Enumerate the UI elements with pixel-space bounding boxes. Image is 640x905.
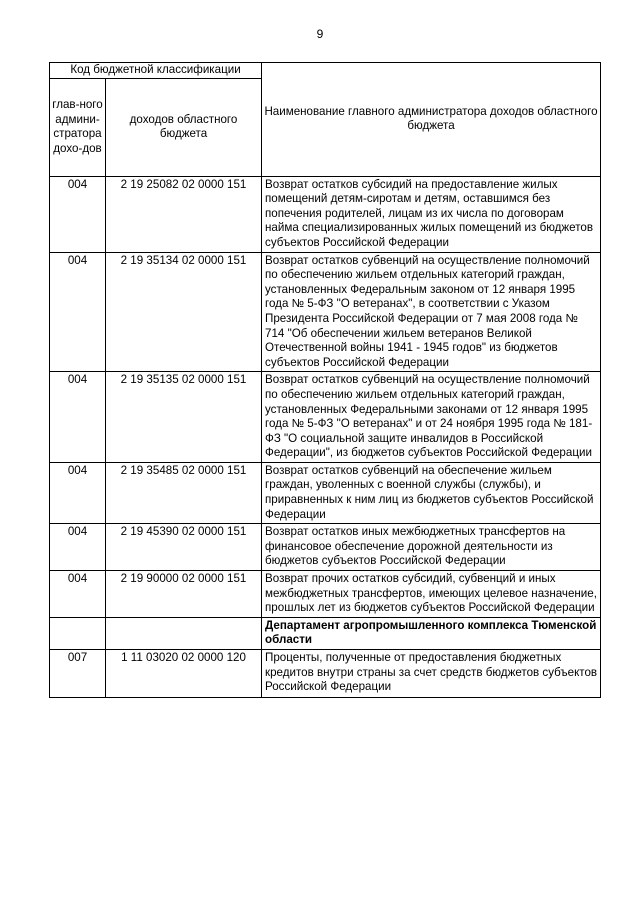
name-cell: Возврат остатков субвенций на обеспечение жильем граждан, уволенных с военной службы (службы), и приравненных к ним лиц из бюджетов субъектов Российской Федерации: [262, 462, 601, 523]
revenue-code-cell: 2 19 35485 02 0000 151: [106, 462, 262, 523]
budget-classification-table: [49, 62, 601, 698]
admin-code-cell: 004: [50, 462, 106, 523]
header-revenue-cell: доходов областного бюджета: [106, 78, 262, 176]
department-name-cell: Департамент агропромышленного комплекса Тюменской области: [262, 617, 601, 649]
name-cell: Возврат остатков субсидий на предоставление жилых помещений детям-сиротам и детям, оставшимся без попечения родителей, лицам из их числа по договорам найма специализированных жилых помещений из бюджетов субъектов Российской Федерации: [262, 176, 601, 252]
table-row: [50, 252, 601, 372]
name-cell: Возврат остатков иных межбюджетных трансфертов на финансовое обеспечение дорожной деятельности из бюджетов субъектов Российской Федерации: [262, 524, 601, 571]
table-row: [50, 650, 601, 698]
table-row: [50, 524, 601, 571]
admin-code-cell: 004: [50, 372, 106, 463]
table-row: [50, 372, 601, 463]
page-number: 9: [316, 27, 324, 41]
revenue-code-cell: 2 19 25082 02 0000 151: [106, 176, 262, 252]
name-cell: Возврат остатков субвенций на осуществление полномочий по обеспечению жильем отдельных категорий граждан, установленных Федеральными законами от 12 января 1995 года № 5-ФЗ "О ветеранах" и от 24 ноября 1995 года № 181-ФЗ "О социальной защите инвалидов в Российской Федерации", из бюджетов субъектов Российской Федерации: [262, 372, 601, 463]
revenue-code-cell: 2 19 35135 02 0000 151: [106, 372, 262, 463]
empty-cell: [50, 617, 106, 649]
table-row: [50, 571, 601, 618]
revenue-code-cell: 2 19 90000 02 0000 151: [106, 571, 262, 618]
revenue-code-cell: 2 19 35134 02 0000 151: [106, 252, 262, 372]
table-row: [50, 176, 601, 252]
admin-code-cell: 004: [50, 571, 106, 618]
header-name-cell: Наименование главного администратора доходов областного бюджета: [262, 63, 601, 177]
empty-cell: [106, 617, 262, 649]
admin-code-cell: 004: [50, 524, 106, 571]
name-cell: Возврат прочих остатков субсидий, субвенций и иных межбюджетных трансфертов, имеющих целевое назначение, прошлых лет из бюджетов субъектов Российской Федерации: [262, 571, 601, 618]
admin-code-cell: 004: [50, 176, 106, 252]
department-row: [50, 617, 601, 649]
table-header-group-row: [50, 63, 601, 79]
name-cell: Проценты, полученные от предоставления бюджетных кредитов внутри страны за счет средств бюджетов субъектов Российской Федерации: [262, 650, 601, 698]
admin-code-cell: 007: [50, 650, 106, 698]
admin-code-cell: 004: [50, 252, 106, 372]
table-row: [50, 462, 601, 523]
header-group-cell: Код бюджетной классификации: [50, 63, 262, 79]
revenue-code-cell: 1 11 03020 02 0000 120: [106, 650, 262, 698]
header-admin-cell: глав-ного админи-стратора дохо-дов: [50, 78, 106, 176]
name-cell: Возврат остатков субвенций на осуществление полномочий по обеспечению жильем отдельных категорий граждан, установленных Федеральным законом от 12 января 1995 года № 5-ФЗ "О ветеранах", в соответствии с Указом Президента Российской Федерации от 7 мая 2008 года № 714 "Об обеспечении жильем ветеранов Великой Отечественной войны 1941 - 1945 годов" из бюджетов субъектов Российской Федерации: [262, 252, 601, 372]
revenue-code-cell: 2 19 45390 02 0000 151: [106, 524, 262, 571]
